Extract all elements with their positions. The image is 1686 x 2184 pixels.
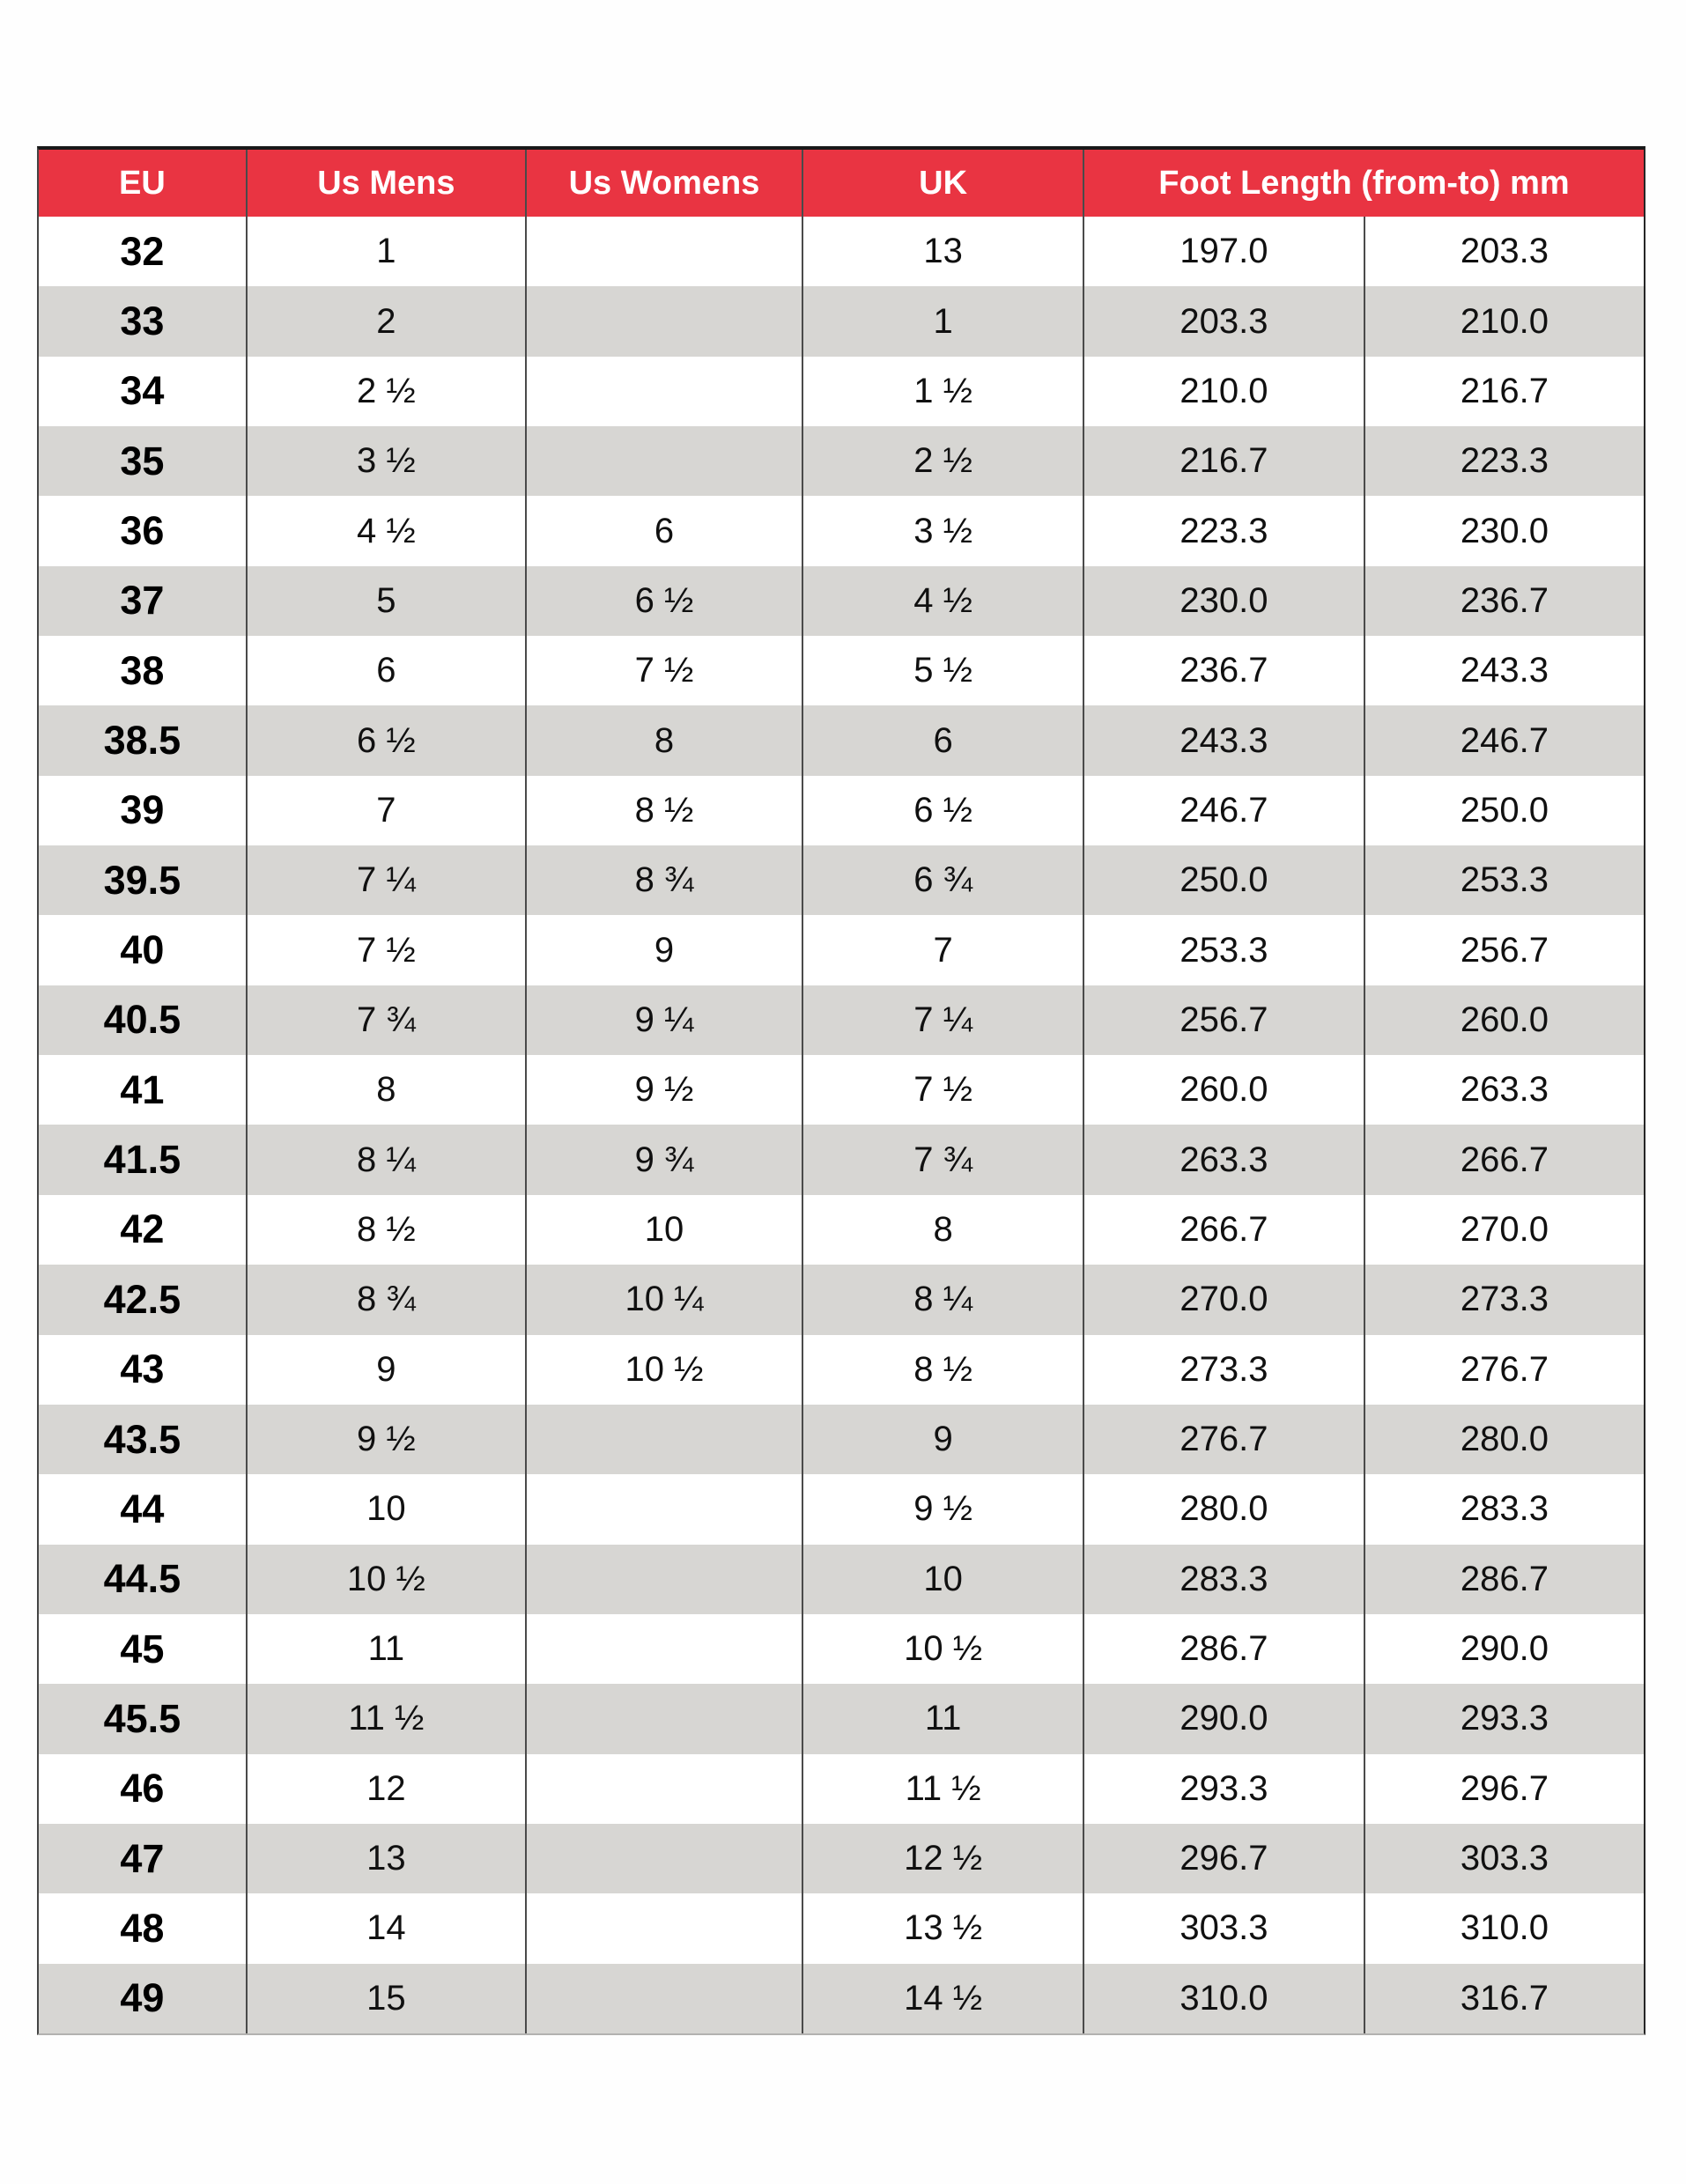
cell-eu-size: 48: [39, 1893, 248, 1963]
cell-foot-length-to: 216.7: [1460, 371, 1549, 410]
cell-uk-size: 6 ¾: [803, 845, 1084, 915]
cell-us-womens-size: [527, 1964, 803, 2033]
table-row: [39, 496, 1644, 565]
column-header-uk: UK: [803, 150, 1084, 217]
cell-eu-size: 41: [39, 1055, 248, 1125]
cell-uk-size: 1 ½: [803, 357, 1084, 426]
cell-us-mens-size: 8: [248, 1055, 527, 1125]
cell-foot-length-to: 230.0: [1460, 511, 1549, 550]
table-row: [39, 776, 1644, 845]
size-chart-table: [37, 146, 1645, 2035]
cell-foot-length-to: 263.3: [1460, 1070, 1549, 1110]
cell-us-mens-size: 7 ¼: [248, 845, 527, 915]
cell-us-womens-size: 10 ½: [527, 1335, 803, 1405]
cell-us-womens-size: 10: [527, 1195, 803, 1265]
cell-us-womens-size: [527, 1893, 803, 1963]
table-row: [39, 357, 1644, 426]
cell-uk-size: 10 ½: [803, 1614, 1084, 1684]
cell-foot-length-from: 290.0: [1084, 1684, 1365, 1753]
cell-us-womens-size: [527, 286, 803, 356]
cell-uk-size: 10: [803, 1545, 1084, 1614]
cell-uk-size: 7 ¼: [803, 985, 1084, 1055]
cell-us-womens-size: [527, 1824, 803, 1893]
cell-uk-size: 13 ½: [803, 1893, 1084, 1963]
cell-us-mens-size: 15: [248, 1964, 527, 2033]
cell-us-womens-size: [527, 1405, 803, 1474]
cell-us-mens-size: 10: [248, 1474, 527, 1544]
cell-eu-size: 33: [39, 286, 248, 356]
cell-us-womens-size: [527, 1545, 803, 1614]
cell-us-womens-size: [527, 1684, 803, 1753]
table-row: [39, 1055, 1644, 1125]
cell-uk-size: 2 ½: [803, 426, 1084, 496]
cell-eu-size: 49: [39, 1964, 248, 2033]
cell-foot-length-to: 236.7: [1460, 580, 1549, 620]
cell-us-womens-size: [527, 426, 803, 496]
cell-uk-size: 4 ½: [803, 566, 1084, 636]
cell-foot-length-from: 273.3: [1084, 1335, 1365, 1405]
cell-eu-size: 43: [39, 1335, 248, 1405]
cell-uk-size: 6 ½: [803, 776, 1084, 845]
table-row: [39, 1195, 1644, 1265]
cell-foot-length-from: 230.0: [1084, 566, 1365, 636]
table-row: [39, 705, 1644, 775]
cell-foot-length-from: 270.0: [1084, 1265, 1365, 1334]
table-row: [39, 1893, 1644, 1963]
cell-foot-length-from: 210.0: [1084, 357, 1365, 426]
cell-foot-length-from: 260.0: [1084, 1055, 1365, 1125]
cell-foot-length-to: 283.3: [1460, 1489, 1549, 1529]
table-header-row: [39, 150, 1644, 217]
cell-us-mens-size: 13: [248, 1824, 527, 1893]
cell-foot-length-from: 253.3: [1084, 915, 1365, 985]
cell-foot-length-from: 250.0: [1084, 845, 1365, 915]
cell-foot-length-to: 310.0: [1460, 1908, 1549, 1948]
cell-eu-size: 45: [39, 1614, 248, 1684]
cell-uk-size: 11 ½: [803, 1754, 1084, 1824]
cell-uk-size: 8 ½: [803, 1335, 1084, 1405]
cell-uk-size: 13: [803, 217, 1084, 286]
cell-foot-length-from: 283.3: [1084, 1545, 1365, 1614]
cell-us-mens-size: 8 ¼: [248, 1125, 527, 1194]
cell-us-mens-size: 2 ½: [248, 357, 527, 426]
cell-us-mens-size: 4 ½: [248, 496, 527, 565]
cell-foot-length-from: 293.3: [1084, 1754, 1365, 1824]
table-row: [39, 845, 1644, 915]
cell-foot-length-to: 243.3: [1460, 651, 1549, 690]
cell-eu-size: 45.5: [39, 1684, 248, 1753]
cell-us-mens-size: 7 ¾: [248, 985, 527, 1055]
cell-foot-length-from: 266.7: [1084, 1195, 1365, 1265]
cell-us-womens-size: [527, 217, 803, 286]
table-body: [39, 217, 1644, 2033]
cell-uk-size: 3 ½: [803, 496, 1084, 565]
cell-uk-size: 7 ½: [803, 1055, 1084, 1125]
cell-us-mens-size: 14: [248, 1893, 527, 1963]
table-row: [39, 1474, 1644, 1544]
table-row: [39, 1405, 1644, 1474]
cell-eu-size: 42: [39, 1195, 248, 1265]
cell-us-womens-size: [527, 1754, 803, 1824]
cell-foot-length-from: 310.0: [1084, 1964, 1365, 2033]
table-row: [39, 1614, 1644, 1684]
column-header-foot-length: Foot Length (from-to) mm: [1158, 164, 1570, 202]
cell-uk-size: 11: [803, 1684, 1084, 1753]
cell-us-womens-size: 9: [527, 915, 803, 985]
cell-eu-size: 32: [39, 217, 248, 286]
cell-foot-length-from: 256.7: [1084, 985, 1365, 1055]
table-row: [39, 217, 1644, 286]
cell-us-womens-size: 9 ¾: [527, 1125, 803, 1194]
cell-foot-length-to: 290.0: [1460, 1629, 1549, 1669]
cell-eu-size: 36: [39, 496, 248, 565]
cell-us-mens-size: 5: [248, 566, 527, 636]
cell-foot-length-from: 286.7: [1084, 1614, 1365, 1684]
cell-uk-size: 9: [803, 1405, 1084, 1474]
cell-us-mens-size: 2: [248, 286, 527, 356]
cell-eu-size: 47: [39, 1824, 248, 1893]
cell-foot-length-from: 296.7: [1084, 1824, 1365, 1893]
table-row: [39, 985, 1644, 1055]
cell-us-womens-size: 9 ¼: [527, 985, 803, 1055]
cell-us-mens-size: 7: [248, 776, 527, 845]
table-row: [39, 1545, 1644, 1614]
cell-uk-size: 7 ¾: [803, 1125, 1084, 1194]
cell-foot-length-to: 260.0: [1460, 1000, 1549, 1039]
cell-foot-length-to: 253.3: [1460, 860, 1549, 900]
cell-us-mens-size: 8 ½: [248, 1195, 527, 1265]
cell-us-mens-size: 7 ½: [248, 915, 527, 985]
cell-foot-length-to: 303.3: [1460, 1839, 1549, 1878]
cell-eu-size: 38: [39, 636, 248, 705]
cell-foot-length-to: 273.3: [1460, 1280, 1549, 1319]
cell-foot-length-to: 293.3: [1460, 1699, 1549, 1738]
cell-us-mens-size: 11 ½: [248, 1684, 527, 1753]
cell-us-mens-size: 6 ½: [248, 705, 527, 775]
table-row: [39, 286, 1644, 356]
cell-uk-size: 5 ½: [803, 636, 1084, 705]
table-row: [39, 426, 1644, 496]
column-header-eu: EU: [39, 150, 248, 217]
cell-eu-size: 42.5: [39, 1265, 248, 1334]
table-row: [39, 1964, 1644, 2033]
cell-eu-size: 43.5: [39, 1405, 248, 1474]
cell-eu-size: 34: [39, 357, 248, 426]
cell-uk-size: 6: [803, 705, 1084, 775]
table-row: [39, 915, 1644, 985]
cell-us-mens-size: 10 ½: [248, 1545, 527, 1614]
cell-foot-length-to: 210.0: [1460, 301, 1549, 341]
cell-foot-length-from: 246.7: [1084, 776, 1365, 845]
cell-foot-length-from: 203.3: [1084, 286, 1365, 356]
table-row: [39, 1684, 1644, 1753]
cell-eu-size: 40: [39, 915, 248, 985]
table-row: [39, 1824, 1644, 1893]
cell-uk-size: 1: [803, 286, 1084, 356]
cell-foot-length-from: 303.3: [1084, 1893, 1365, 1963]
cell-eu-size: 35: [39, 426, 248, 496]
cell-foot-length-from: 236.7: [1084, 636, 1365, 705]
cell-uk-size: 9 ½: [803, 1474, 1084, 1544]
cell-uk-size: 8: [803, 1195, 1084, 1265]
cell-foot-length-to: 203.3: [1460, 232, 1549, 271]
table-row: [39, 1754, 1644, 1824]
cell-us-womens-size: 6: [527, 496, 803, 565]
table-row: [39, 1265, 1644, 1334]
cell-eu-size: 40.5: [39, 985, 248, 1055]
cell-foot-length-to: 316.7: [1460, 1978, 1549, 2018]
cell-foot-length-to: 266.7: [1460, 1140, 1549, 1179]
cell-us-mens-size: 9: [248, 1335, 527, 1405]
cell-foot-length-to: 256.7: [1460, 930, 1549, 970]
table-row: [39, 636, 1644, 705]
cell-foot-length-to: 286.7: [1460, 1559, 1549, 1598]
column-header-us-mens: Us Mens: [248, 150, 527, 217]
cell-foot-length-from: 216.7: [1084, 426, 1365, 496]
cell-foot-length-to: 280.0: [1460, 1420, 1549, 1459]
cell-us-womens-size: [527, 1614, 803, 1684]
cell-foot-length-from: 197.0: [1084, 217, 1365, 286]
cell-foot-length-to: 276.7: [1460, 1349, 1549, 1389]
cell-us-mens-size: 8 ¾: [248, 1265, 527, 1334]
table-row: [39, 1335, 1644, 1405]
cell-us-mens-size: 11: [248, 1614, 527, 1684]
cell-uk-size: 14 ½: [803, 1964, 1084, 2033]
cell-us-womens-size: 10 ¼: [527, 1265, 803, 1334]
cell-foot-length-from: 223.3: [1084, 496, 1365, 565]
table-row: [39, 566, 1644, 636]
cell-eu-size: 39.5: [39, 845, 248, 915]
cell-us-womens-size: 7 ½: [527, 636, 803, 705]
cell-foot-length-from: 243.3: [1084, 705, 1365, 775]
cell-foot-length-to: 246.7: [1460, 720, 1549, 760]
cell-foot-length-to: 223.3: [1460, 441, 1549, 481]
cell-us-mens-size: 3 ½: [248, 426, 527, 496]
cell-eu-size: 46: [39, 1754, 248, 1824]
cell-us-mens-size: 1: [248, 217, 527, 286]
cell-eu-size: 44: [39, 1474, 248, 1544]
cell-us-womens-size: 6 ½: [527, 566, 803, 636]
cell-uk-size: 8 ¼: [803, 1265, 1084, 1334]
cell-us-mens-size: 9 ½: [248, 1405, 527, 1474]
cell-us-womens-size: [527, 1474, 803, 1544]
cell-us-mens-size: 12: [248, 1754, 527, 1824]
cell-us-womens-size: 8 ½: [527, 776, 803, 845]
cell-foot-length-to: 250.0: [1460, 790, 1549, 830]
cell-uk-size: 7: [803, 915, 1084, 985]
cell-eu-size: 41.5: [39, 1125, 248, 1194]
cell-foot-length-from: 276.7: [1084, 1405, 1365, 1474]
cell-us-womens-size: 9 ½: [527, 1055, 803, 1125]
cell-foot-length-from: 280.0: [1084, 1474, 1365, 1544]
cell-eu-size: 39: [39, 776, 248, 845]
cell-us-womens-size: [527, 357, 803, 426]
cell-foot-length-from: 263.3: [1084, 1125, 1365, 1194]
column-header-us-womens: Us Womens: [527, 150, 803, 217]
table-row: [39, 1125, 1644, 1194]
cell-foot-length-to: 296.7: [1460, 1768, 1549, 1808]
cell-eu-size: 44.5: [39, 1545, 248, 1614]
cell-uk-size: 12 ½: [803, 1824, 1084, 1893]
cell-foot-length-to: 270.0: [1460, 1209, 1549, 1249]
cell-us-womens-size: 8: [527, 705, 803, 775]
cell-us-womens-size: 8 ¾: [527, 845, 803, 915]
cell-eu-size: 37: [39, 566, 248, 636]
cell-us-mens-size: 6: [248, 636, 527, 705]
cell-eu-size: 38.5: [39, 705, 248, 775]
